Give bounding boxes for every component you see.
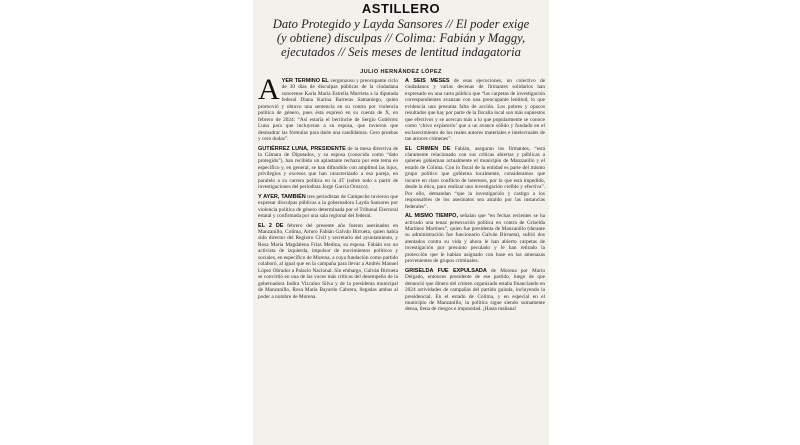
paragraph-lead: GUTIÉRREZ LUNA, PRESIDENTE: [258, 145, 346, 152]
paragraph-text: febrero del presente año fueron asesinados en Manzanillo, Colima, Arturo Fabián Galván Birrueta, quien había sido director del Registro Civil y secretario del ayuntamiento, y Rosa María Magdalena Frías Medina, su esposa. Fabián era un activista de izquierda, impulsor de movimientos políticos y sociales, en específico de Morena, a cuya fundación como partido colaboró, al igual que en la campaña para llevar a Andrés Manuel López Obrador a Palacio Nacional. Sin embargo, Galván Birrueta se convirtió en una de las voces más críticas del desempeño de la gobernadora Indira Vizcaíno Silva y de la presidenta municipal de Manzanillo, Rosa María Bayardo Cabrera, llegadas ambas al poder a nombre de Morena.: [258, 222, 398, 300]
paragraph-text: señalan que “en fechas recientes se ha activado una tenaz persecución política en contra de Griselda Martínez Martínez”, quien fue presidenta de Manzanillo (durante su administración fue funcionario Galván Birrueta), sufrió dos atentados contra su vida y ahora le han abierto carpetas de investigación por presunto peculado y le han retirado la protección que le habían asignado con base en las amenazas provenientes de grupos criminales.: [405, 213, 545, 265]
paragraph: [258, 78, 398, 143]
newspaper-column-clipping: [253, 0, 549, 445]
paragraph-text: Fabián, aseguran los firmantes, “está claramente relacionado con sus críticas abiertas y públicas a quienes gobiernan actualmente el municipio de Manzanillo y el estado de Colima. Con lo fiscal de la entidad es parte del mismo grupo político que gobierna localmente, consideramos que incurre en claro conflicto de intereses, por lo que está impedido, desde la ética, para realizar una investigación creíble y efectiva”. Por ello, demandan “que la investigación y castigo a los responsables de los asesinatos sea atraído por las instancias federales”.: [405, 145, 545, 210]
headline-line: Dato Protegido y Layda Sansores // El poder exige: [272, 17, 530, 31]
paragraph-lead: A SEIS MESES: [405, 78, 450, 84]
paragraph: [405, 78, 545, 143]
drop-cap: A: [258, 78, 280, 106]
paragraph-lead: YER TERMINÓ EL: [281, 78, 329, 84]
paragraph: [258, 194, 398, 220]
paragraph: [405, 268, 545, 313]
paragraph-text: de esas ejecuciones, un colectivo de ciudadanos y varias decenas de firmantes solidarios han expresado en una carta pública que “las carpetas de investigación correspondientes avanzan con una preocupante lentitud, lo que evidencia una presunta falta de acción. Los pobres y opacos resultados que hay por parte de la fiscalía local son más supuestos que efectivos y se acercan más a lo que popularmente se conoce como ‘chivo expiatorio’ que a un avance sólido y fundado en el esclarecimiento de los reales autores materiales e intelectuales de tan atroces crímenes”.: [405, 78, 545, 143]
paragraph-lead: AL MISMO TIEMPO,: [405, 213, 458, 220]
headline-line: ejecutados // Seis meses de lentitud indagatoria: [281, 45, 521, 59]
paragraph-lead: GRISELDA FUE EXPULSADA: [405, 267, 487, 274]
headline: [259, 17, 543, 59]
paragraph-lead: Y AYER, TAMBIÉN: [258, 193, 306, 200]
headline-line: (y obtiene) disculpas // Colima: Fabián y Maggy,: [276, 31, 526, 45]
paragraph-text: tres periodistas de Campeche tuvieron que expresar disculpas públicas a la gobernadora Layda Sansores por violencia política de género determinada por el Tribunal Electoral estatal y confirmada por una sala regional del federal.: [258, 193, 398, 220]
paragraph-text: de la mesa directiva de la Cámara de Diputados, y su esposa (conocida como “dato protegido”), han recibido un aplastante rechazo por este tema en específico y, en general, se han difundido con amplitud las lujos, privilegios y excesos que han caracterizado a esa pareja, en paralelo a su carrera política en la 4T (sobre todo a partir de investigaciones del periodista Jorge García Orozco).: [258, 145, 398, 191]
paragraph-text: de Morena por Mario Delgado, entonces presidente de ese partido, luego de que denunció que dinero del crimen organizado estaba financiando en 2024 actividades de campañas del partido guinda, incluyendo la presidencial. En el estado de Colima, y en especial en el municipio de Manzanillo, la política sigue siendo sumamente densa, llena de riesgos e impunidad. ¡Hasta mañana!: [405, 267, 545, 313]
right-text-column: [405, 78, 545, 445]
left-text-column: [258, 78, 398, 445]
paragraph-lead: EL CRIMEN DE: [405, 145, 451, 152]
paragraph-lead: EL 2 DE: [258, 222, 284, 229]
paragraph: [258, 146, 398, 191]
paragraph: [405, 146, 545, 211]
paragraph-text: vergonzoso y preocupante ciclo de 30 días de disculpas públicas de la ciudadana sonorense Karla María Estrella Murrieta a la diputada federal Diana Karina Barreras Samaniego, quien promovió y obtuvo una sentencia en su contra por violencia política de género, pues ésta expresó en su cuenta de X, en febrero de 2024: “Así estaría el berrinche de Sergio Gutiérrez Luna para que incluyeran a su esposa, que tuvieron que desmadrar las fórmulas para darle una candidatura. Cero pruebas y cero dudas”.: [258, 78, 398, 143]
section-title: ASTILLERO: [361, 1, 441, 16]
paragraph: [405, 213, 545, 265]
paragraph: [258, 223, 398, 300]
byline: JULIO HERNÁNDEZ LÓPEZ: [360, 69, 442, 75]
